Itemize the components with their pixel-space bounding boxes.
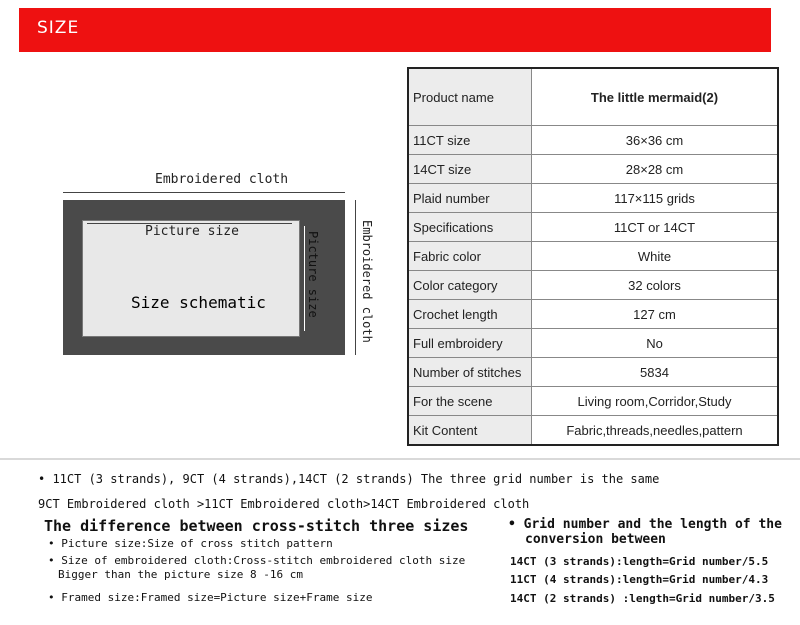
framed-size-note: • Framed size:Framed size=Picture size+Frame size: [48, 591, 373, 604]
row-value: 28×28 cm: [532, 155, 779, 184]
cloth-size-note: • Size of embroidered cloth:Cross-stitch embroidered cloth size: [48, 554, 466, 567]
strands-note: • 11CT (3 strands), 9CT (4 strands),14CT (2 strands) The three grid number is the same: [38, 472, 660, 486]
frame: [63, 200, 345, 355]
size-banner: [19, 8, 771, 52]
row-value: 36×36 cm: [532, 126, 779, 155]
row-value: 32 colors: [532, 271, 779, 300]
row-label: For the scene: [408, 387, 532, 416]
difference-heading: The difference between cross-stitch three sizes: [44, 517, 469, 535]
cloth-width-arrow: [63, 192, 345, 193]
size-diagram: [55, 165, 385, 380]
row-value: Fabric,threads,needles,pattern: [532, 416, 779, 446]
product-spec-table: [407, 67, 779, 446]
row-label: 14CT size: [408, 155, 532, 184]
row-label: Number of stitches: [408, 358, 532, 387]
embroidered-cloth-side-label: Embroidered cloth: [360, 220, 374, 343]
cloth-size-note-continued: Bigger than the picture size 8 -16 cm: [58, 568, 304, 581]
picture-width-arrow: [87, 223, 292, 224]
grid-heading-continued: conversion between: [525, 532, 666, 547]
row-label: Crochet length: [408, 300, 532, 329]
formula-14ct-3-strands: 14CT (3 strands):length=Grid number/5.5: [510, 555, 769, 568]
picture-size-side-label: Picture size: [306, 231, 320, 318]
table-row: [408, 300, 778, 329]
row-label: Color category: [408, 271, 532, 300]
row-label: Specifications: [408, 213, 532, 242]
row-value: 11CT or 14CT: [532, 213, 779, 242]
row-value: The little mermaid(2): [532, 68, 779, 126]
size-schematic-label: Size schematic: [131, 293, 266, 312]
row-value: 127 cm: [532, 300, 779, 329]
table-row: [408, 184, 778, 213]
table-row: [408, 387, 778, 416]
row-label: Full embroidery: [408, 329, 532, 358]
picture-size-label: Picture size: [145, 224, 239, 239]
row-label: Fabric color: [408, 242, 532, 271]
formula-14ct-2-strands: 14CT (2 strands) :length=Grid number/3.5: [510, 592, 775, 605]
row-value: Living room,Corridor,Study: [532, 387, 779, 416]
row-value: White: [532, 242, 779, 271]
table-row: [408, 126, 778, 155]
table-row: [408, 416, 778, 446]
row-label: Kit Content: [408, 416, 532, 446]
formula-11ct-4-strands: 11CT (4 strands):length=Grid number/4.3: [510, 573, 769, 586]
picture-panel: [82, 220, 320, 337]
section-divider: [0, 458, 800, 460]
table-row: [408, 155, 778, 184]
table-row: [408, 271, 778, 300]
row-label: Plaid number: [408, 184, 532, 213]
cloth-height-arrow: [355, 200, 356, 355]
row-value: 117×115 grids: [532, 184, 779, 213]
table-row: [408, 242, 778, 271]
row-value: 5834: [532, 358, 779, 387]
banner-title: SIZE: [37, 18, 80, 38]
row-value: No: [532, 329, 779, 358]
grid-heading: • Grid number and the length of the: [508, 517, 782, 532]
row-label: 11CT size: [408, 126, 532, 155]
row-label: Product name: [408, 68, 532, 126]
table-row: [408, 329, 778, 358]
embroidered-cloth-label: Embroidered cloth: [155, 172, 289, 187]
picture-size-note: • Picture size:Size of cross stitch pattern: [48, 537, 333, 550]
table-row: [408, 213, 778, 242]
cloth-comparison-note: 9CT Embroidered cloth >11CT Embroidered cloth>14CT Embroidered cloth: [38, 497, 530, 511]
picture-height-arrow: [304, 226, 305, 331]
table-row: [408, 68, 778, 126]
table-row: [408, 358, 778, 387]
